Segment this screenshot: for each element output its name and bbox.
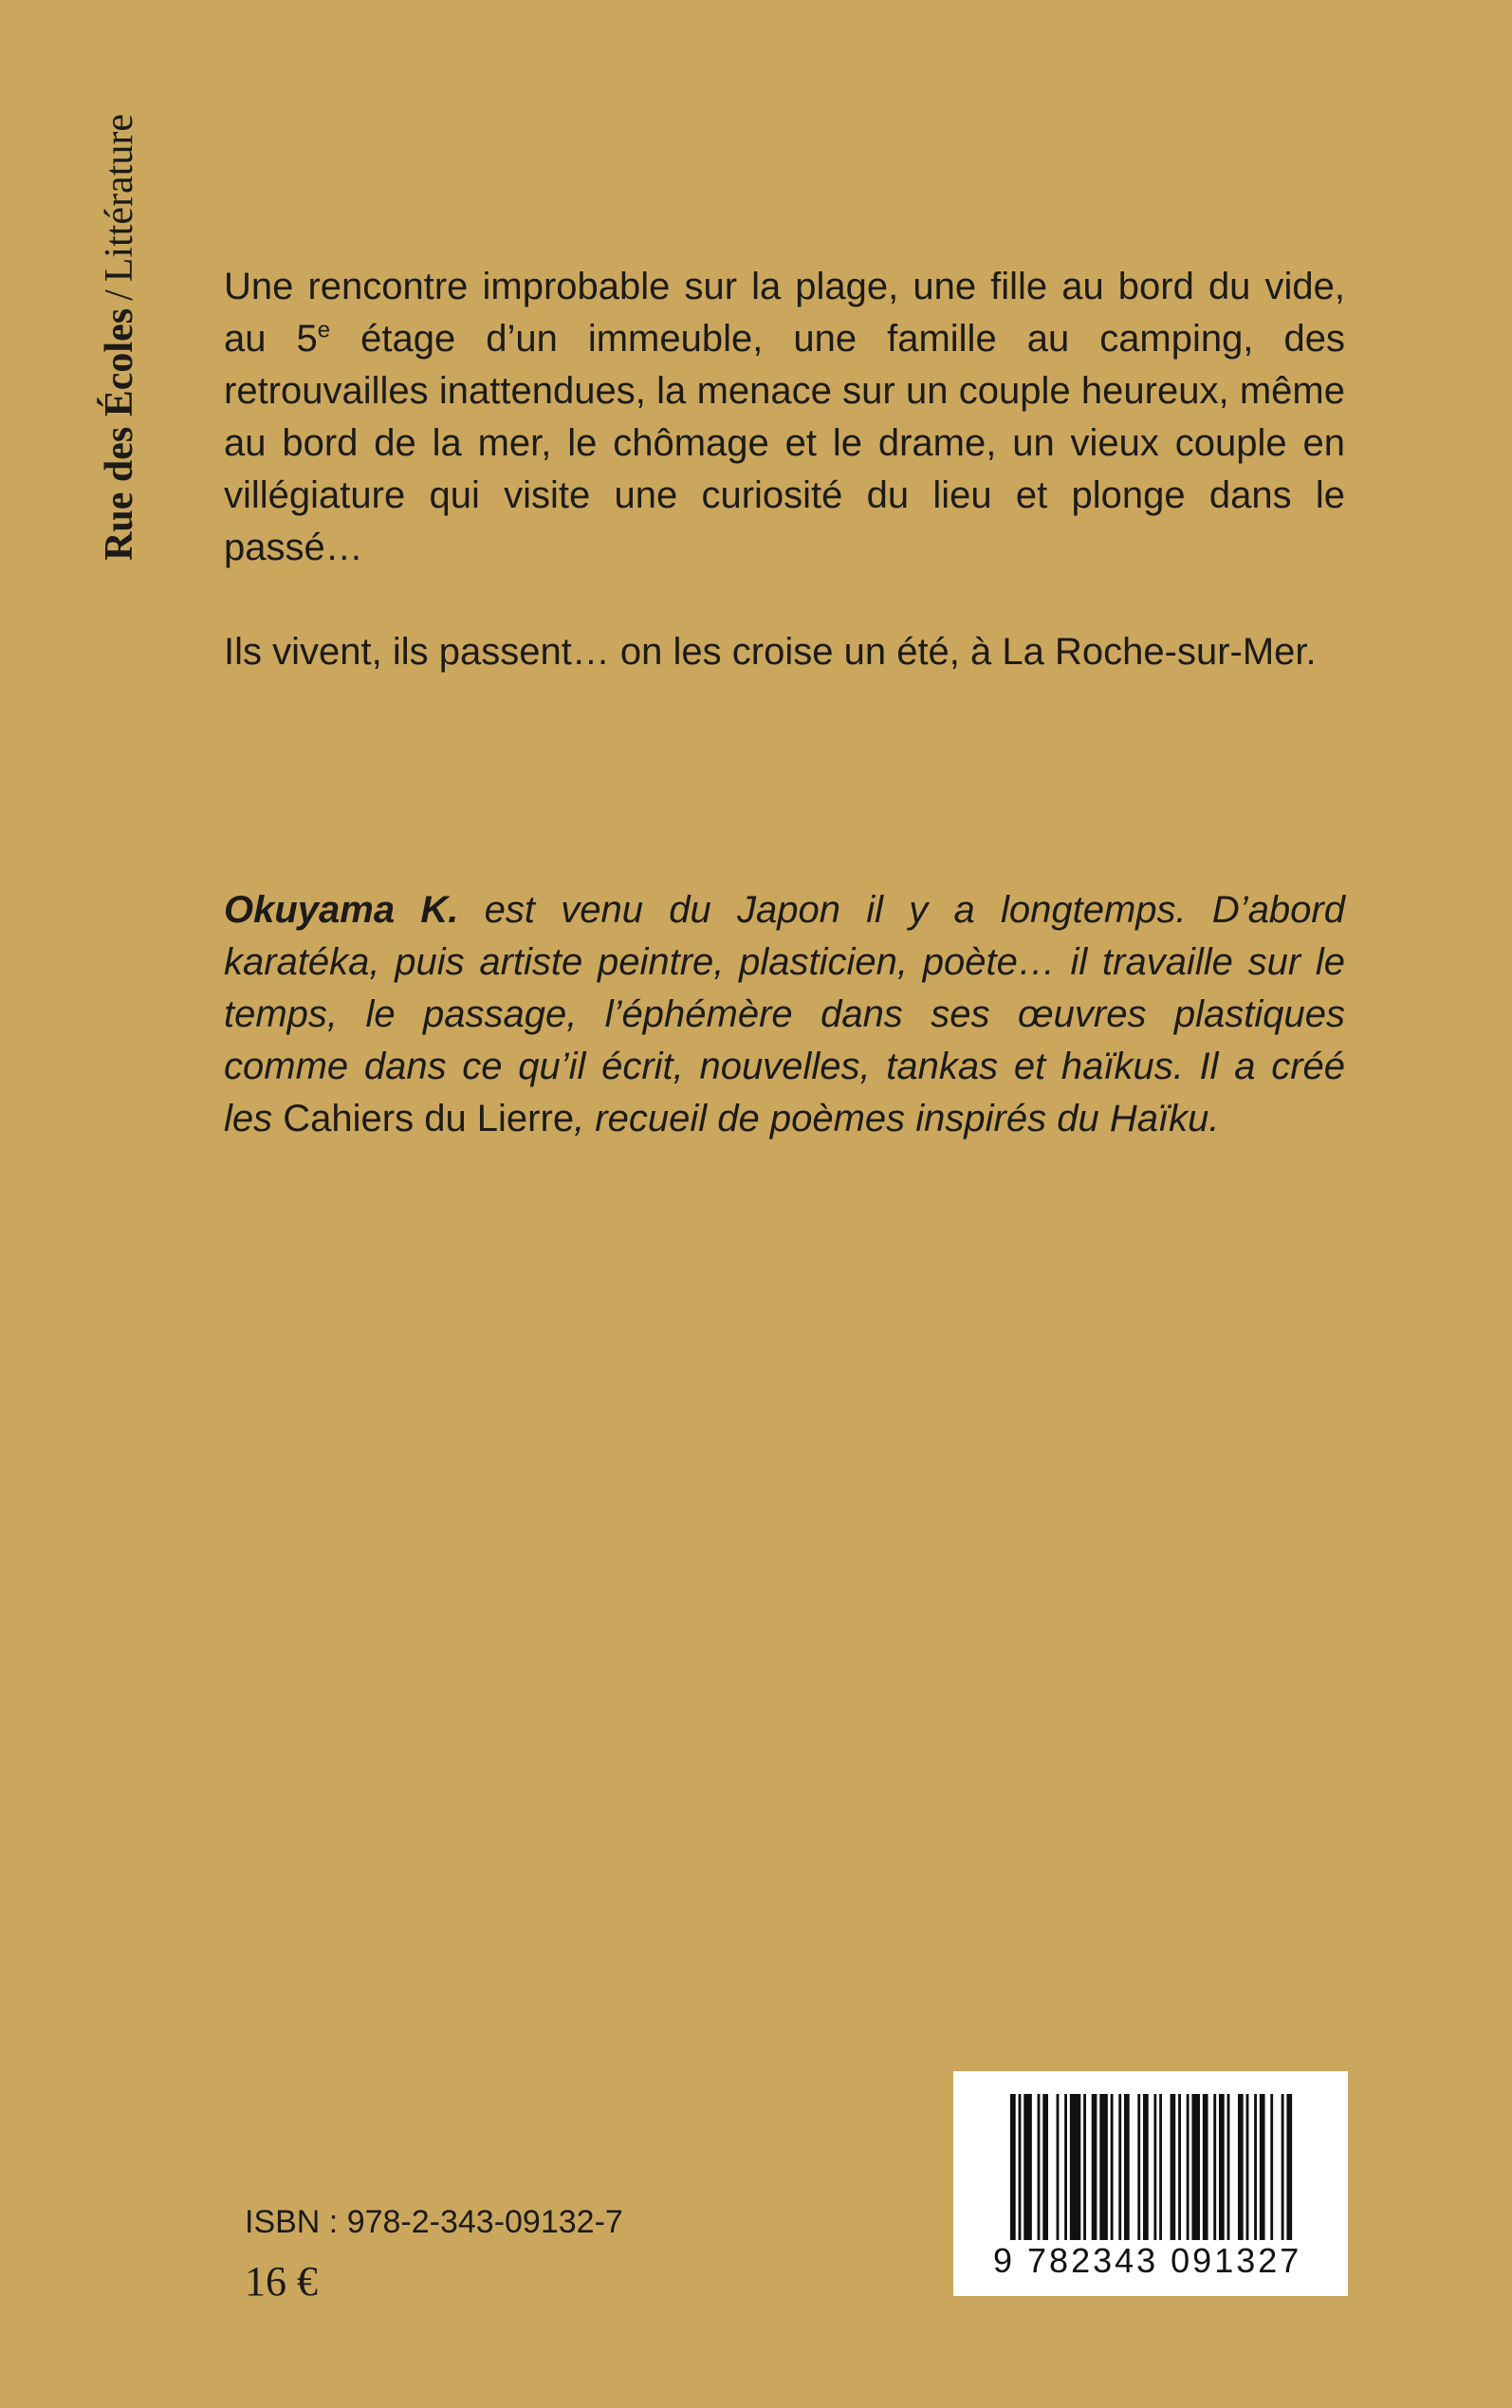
spine-separator: / (98, 289, 141, 301)
barcode-bar (1246, 2094, 1249, 2244)
barcode-bar (1159, 2094, 1162, 2255)
barcode-bar (1171, 2094, 1176, 2244)
barcode-bar (1219, 2094, 1225, 2244)
synopsis (224, 261, 1345, 574)
isbn: ISBN : 978-2-343-09132-7 (245, 2204, 623, 2240)
collection-name: Rue des Écoles (98, 307, 141, 561)
barcode-bar (1178, 2094, 1181, 2244)
genre-label: Littérature (98, 114, 141, 283)
synopsis-superscript: e (317, 317, 331, 343)
barcode-bar (1038, 2094, 1041, 2244)
barcode-bar (1057, 2094, 1060, 2244)
barcode-bar (1286, 2094, 1292, 2255)
barcode-bar (1083, 2094, 1086, 2244)
author-name: Okuyama K. (224, 889, 459, 931)
barcode-bar (1227, 2094, 1230, 2244)
author-bio-text-1: est venu du Japon il y a longtemps. D’abord karatéka, puis artiste peintre, plasticien, poète… il travaille sur le temps, le passage, l’éphémère dans ses œuvres plastiques comme dans ce qu’il écrit, nouvelles, tankas et haïkus. Il a créé les (224, 889, 1345, 1139)
synopsis-text-start: Une rencontre improbable sur la plage, une fille au bord du vide, au 5 (224, 266, 1345, 360)
author-bio-paragraph (224, 884, 1345, 1145)
barcode-bar (1213, 2094, 1216, 2244)
spine-text (91, 114, 148, 674)
barcode-bar (1270, 2094, 1273, 2244)
barcode-bar (1111, 2094, 1114, 2244)
barcode-bar (1137, 2094, 1140, 2244)
barcode-bar (1118, 2094, 1121, 2244)
barcode-bar (1023, 2094, 1032, 2244)
barcode-bar (1153, 2094, 1156, 2255)
barcode (953, 2071, 1348, 2296)
barcode-bar (1019, 2094, 1022, 2255)
barcode-bar (1238, 2094, 1244, 2244)
barcode-bar (1282, 2094, 1284, 2255)
author-bio-text-2: , recueil de poèmes inspirés du Haïku. (574, 1098, 1220, 1139)
barcode-bar (1203, 2094, 1208, 2244)
barcode-bar (1064, 2094, 1067, 2244)
tagline-text: Ils vivent, ils passent… on les croise un été, à La Roche-sur-Mer. (224, 631, 1317, 673)
barcode-bar (1124, 2094, 1130, 2244)
barcode-bar (1092, 2094, 1097, 2244)
barcode-bar (1010, 2094, 1016, 2255)
barcode-bar (1254, 2094, 1257, 2244)
barcode-bar (1070, 2094, 1080, 2244)
spine-label (91, 114, 148, 674)
synopsis-text-end: étage d’un immeuble, une famille au camping, des retrouvailles inattendues, la menace sur un couple heureux, même au bord de la mer, le chômage et le drame, un vieux couple en villégiature qui visite une curiosité du lieu et plonge dans le passé… (224, 318, 1345, 568)
barcode-icon (1010, 2094, 1295, 2255)
barcode-bar (1260, 2094, 1265, 2244)
barcode-bar (1187, 2094, 1189, 2244)
barcode-bar (1143, 2094, 1149, 2244)
synopsis-paragraph (224, 261, 1345, 574)
barcode-bar (1191, 2094, 1200, 2244)
price: 16 € (245, 2258, 318, 2305)
barcode-digits: 9 782343 091327 (989, 2240, 1325, 2282)
barcode-bar (1099, 2094, 1108, 2244)
author-bio (224, 884, 1345, 1145)
work-title: Cahiers du Lierre (283, 1098, 575, 1139)
barcode-bar (1042, 2094, 1048, 2244)
tagline (224, 626, 1345, 678)
